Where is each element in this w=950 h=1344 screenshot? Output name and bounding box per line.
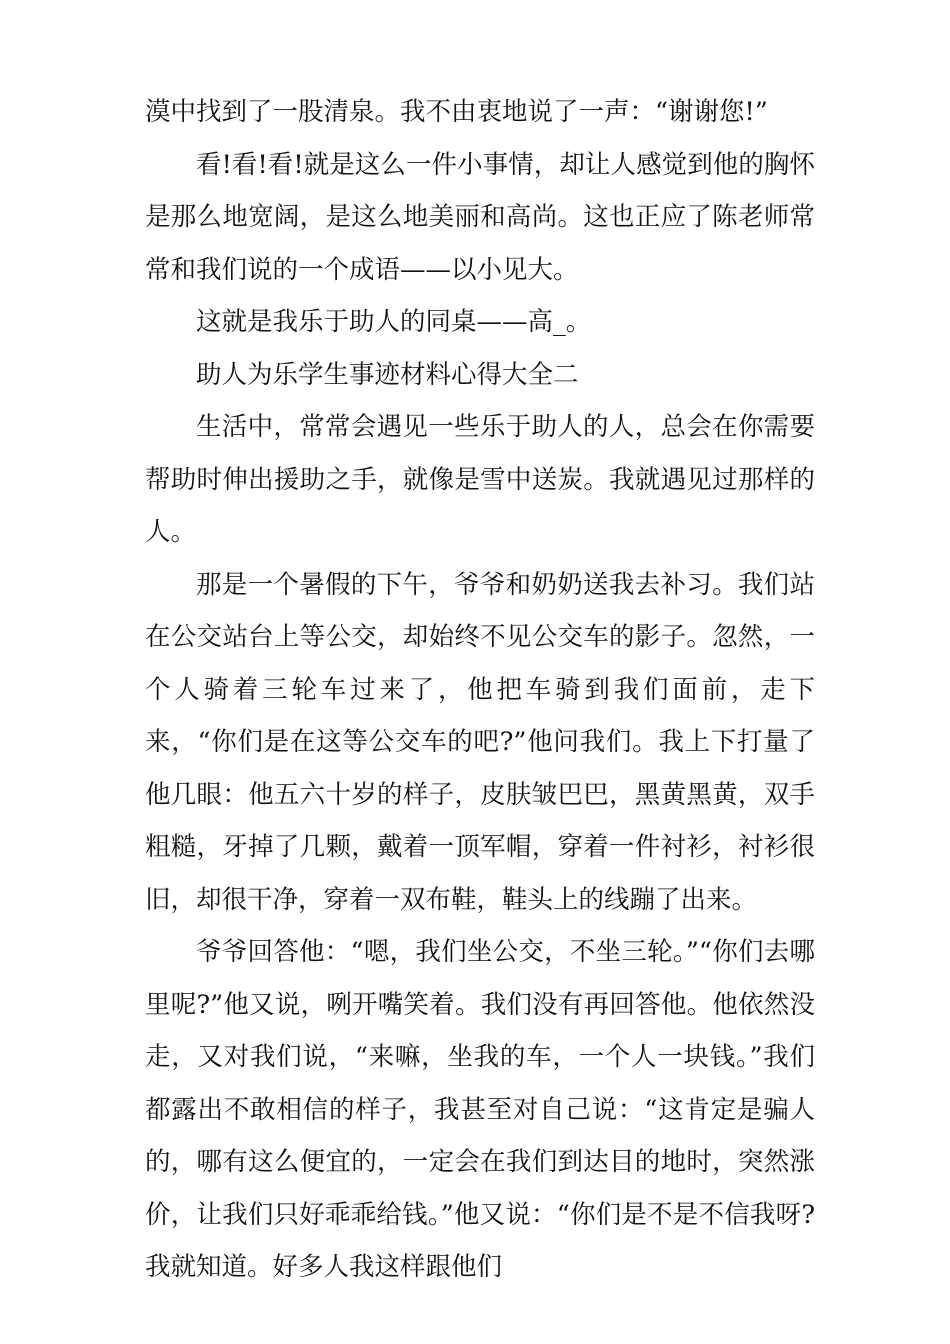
section-heading: 助人为乐学生事迹材料心得大全二 — [196, 359, 579, 390]
body-text — [145, 86, 815, 1294]
paragraph: 看!看!看!就是这么一件小事情，却让人感觉到他的胸怀是那么地宽阔，是这么地美丽和高尚。这也正应了陈老师常常和我们说的一个成语——以小见大。 — [145, 149, 815, 285]
paragraph: 爷爷回答他：“嗯，我们坐公交，不坐三轮。”“你们去哪里呢?”他又说，咧开嘴笑着。我们没有再回答他。他依然没走，又对我们说，“来嘛，坐我的车，一个人一块钱。”我们都露出不敢相信的样子，我甚至对自己说：“这肯定是骗人的，哪有这么便宜的，一定会在我们到达目的地时，突然涨价，让我们只好乖乖给钱。”他又说：“你们是不是不信我呀?我就知道。好多人我这样跟他们 — [145, 937, 815, 1282]
paragraph: 那是一个暑假的下午，爷爷和奶奶送我去补习。我们站在公交站台上等公交，却始终不见公交车的影子。忽然，一个人骑着三轮车过来了，他把车骑到我们面前，走下来，“你们是在这等公交车的吧?”他问我们。我上下打量了他几眼：他五六十岁的样子，皮肤皱巴巴，黑黄黑黄，双手粗糙，牙掉了几颗，戴着一顶军帽，穿着一件衬衫，衬衫很旧，却很干净，穿着一双布鞋，鞋头上的线蹦了出来。 — [145, 569, 815, 915]
paragraph: 漠中找到了一股清泉。我不由衷地说了一声：“谢谢您!” — [145, 97, 768, 127]
paragraph: 这就是我乐于助人的同桌——高_。 — [196, 307, 592, 337]
paragraph: 生活中，常常会遇见一些乐于助人的人，总会在你需要帮助时伸出援助之手，就像是雪中送炭。我就遇见过那样的人。 — [145, 412, 815, 547]
